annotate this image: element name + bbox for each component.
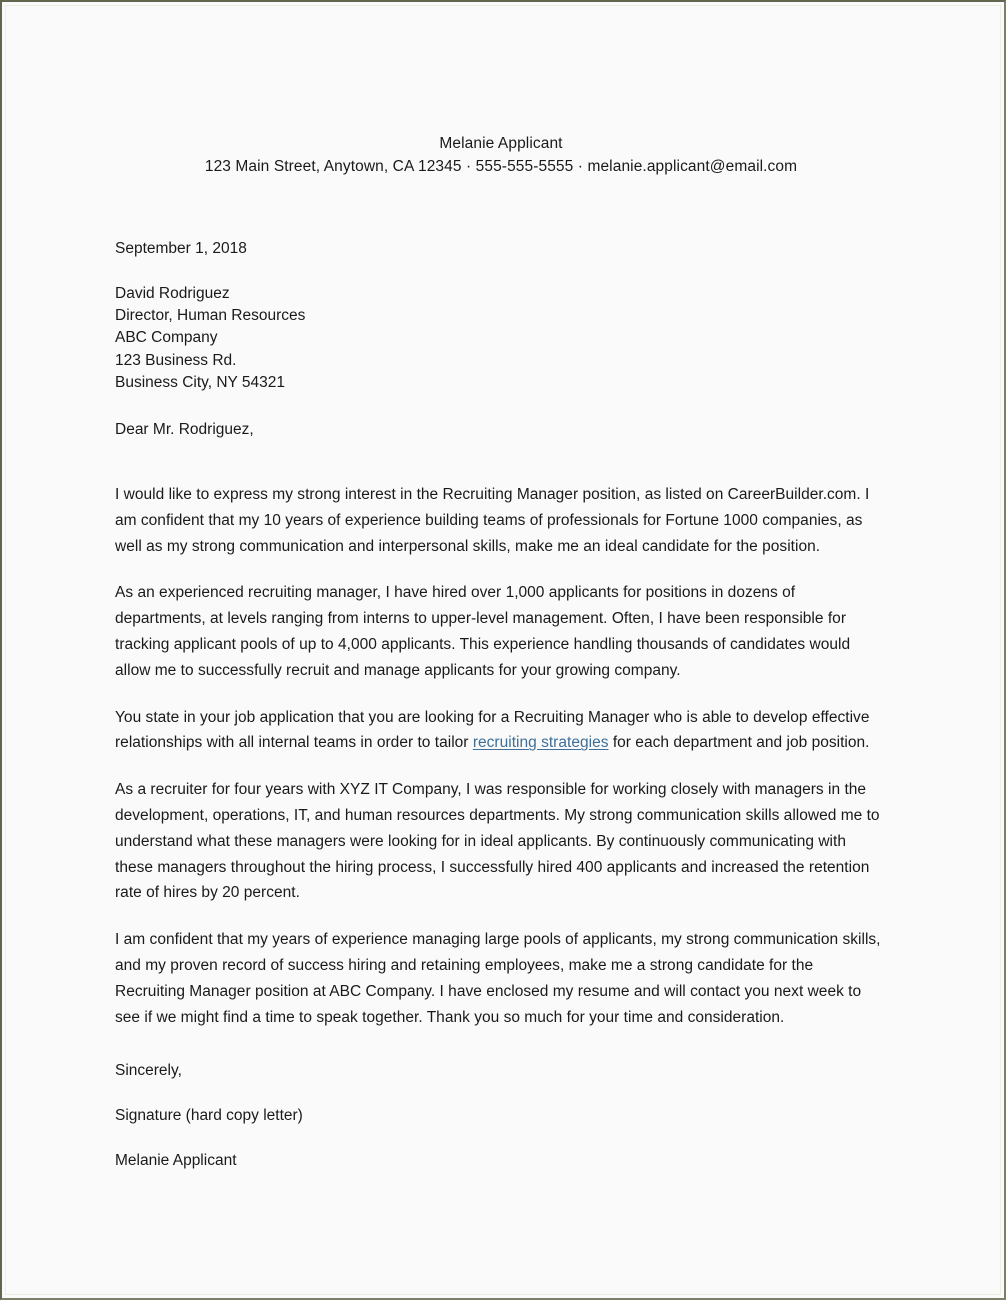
salutation: Dear Mr. Rodriguez,: [115, 421, 254, 439]
recipient-city-state: Business City, NY 54321: [115, 373, 286, 391]
recipient-address-block: [115, 283, 887, 394]
body-paragraph-4: As a recruiter for four years with XYZ IT Company, I was responsible for working closely with managers in the development, operations, IT, and human resources departments. My strong communication skills allowed me to understand what these managers were looking for in ideal applicants. By continuously communicating with these managers throughout the hiring process, I successfully hired 400 applicants and increased the retention rate of hires by 20 percent.: [115, 781, 880, 902]
letterhead: [115, 6, 887, 178]
sender-contact-line: 123 Main Street, Anytown, CA 12345 · 555-555-5555 · melanie.applicant@email.com: [204, 158, 798, 175]
recruiting-strategies-link[interactable]: recruiting strategies: [472, 734, 609, 752]
body-paragraph-2: As an experienced recruiting manager, I have hired over 1,000 applicants for positions in dozens of departments, at levels ranging from interns to upper-level management. Often, I have been responsible for tracking applicant pools of up to 4,000 applicants. This experience handling thousands of candidates would allow me to successfully recruit and manage applicants for your growing company.: [115, 584, 851, 679]
paragraph-3-text-before-link: You state in your job application that you are looking for a Recruiting Manager who is able to develop effective relationships with all internal teams in order to tailor: [115, 708, 870, 752]
recipient-name: David Rodriguez: [115, 285, 230, 302]
sender-name: Melanie Applicant: [439, 135, 563, 152]
recipient-company: ABC Company: [115, 329, 218, 347]
body-paragraph-3: [115, 705, 887, 757]
letter-body: [115, 482, 887, 1030]
paragraph-3-text-after-link: for each department and job position.: [608, 734, 870, 752]
letter-date: September 1, 2018: [115, 240, 247, 257]
body-paragraph-1: I would like to express my strong interest in the Recruiting Manager position, as listed on CareerBuilder.com. I am confident that my 10 years of experience building teams of professionals for Fortune 1000 companies, as well as my strong communication and interpersonal skills, make me an ideal candidate for the position.: [115, 486, 870, 555]
recipient-street: 123 Business Rd.: [115, 351, 237, 369]
body-paragraph-5: I am confident that my years of experience managing large pools of applicants, my strong communication skills, and my proven record of success hiring and retaining employees, make me a strong candidate for the Recruiting Manager position at ABC Company. I have enclosed my resume and will contact you next week to see if we might find a time to speak together. Thank you so much for your time and consideration.: [115, 931, 881, 1026]
signer-name: Melanie Applicant: [115, 1152, 237, 1170]
signature-note: Signature (hard copy letter): [115, 1107, 303, 1125]
recipient-title: Director, Human Resources: [115, 307, 306, 325]
letter-content: [115, 6, 887, 1172]
page-inner-border: [5, 5, 1001, 1295]
letter-closing: [115, 1060, 887, 1172]
sign-off: Sincerely,: [115, 1062, 182, 1080]
